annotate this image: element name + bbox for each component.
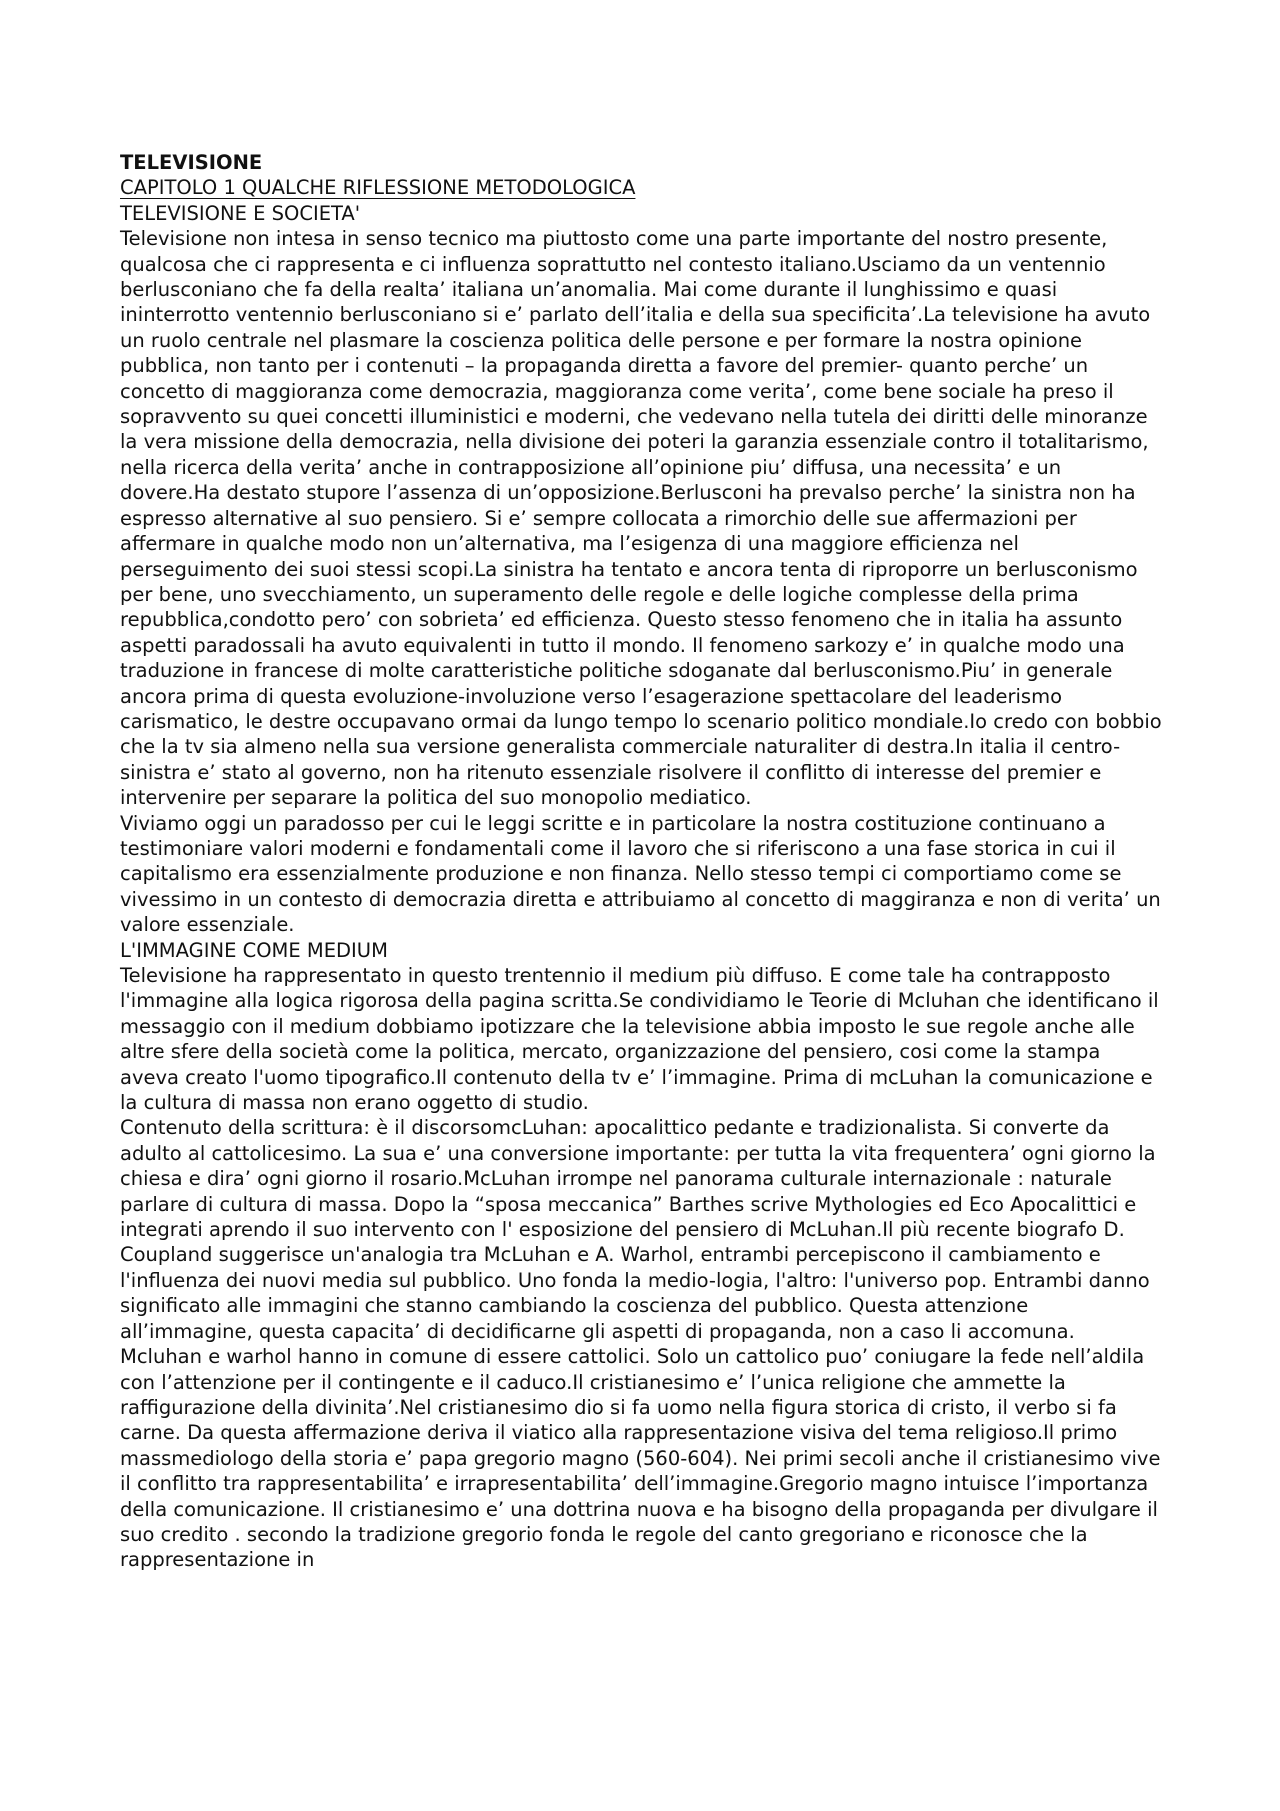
paragraph: Televisione ha rappresentato in questo trentennio il medium più diffuso. E come tale ha contrapposto l'immagine alla logica rigorosa della pagina scritta.Se condividiamo le Teorie di Mcluhan che identificano il messaggio con il medium dobbiamo ipotizzare che la televisione abbia imposto le sue regole anche alle altre sfere della società come la politica, mercato, organizzazione del pensiero, cosi come la stampa aveva creato l'uomo tipografico.Il contenuto della tv e’ l’immagine. Prima di mcLuhan la comunicazione e la cultura di massa non erano oggetto di studio.: [120, 964, 1159, 1115]
section-immagine-come-medium: [120, 938, 1164, 1573]
paragraph: Televisione non intesa in senso tecnico ma piuttosto come una parte importante del nostro presente, qualcosa che ci rappresenta e ci influenza soprattutto nel contesto italiano.Usciamo da un ventennio berlusconiano che fa della realta’ italiana un’anomalia. Mai come durante il lunghissimo e quasi ininterrotto ventennio berlusconiano si e’ parlato dell’italia e della sua specificita’.La televisione ha avuto un ruolo centrale nel plasmare la coscienza politica delle persone e per formare la nostra opinione pubblica, non tanto per i contenuti – la propaganda diretta a favore del premier- quanto perche’ un concetto di maggioranza come democrazia, maggioranza come verita’, come bene sociale ha preso il sopravvento su quei concetti illuministici e moderni, che vedevano nella tutela dei diritti delle minoranze la vera missione della democrazia, nella divisione dei poteri la garanzia essenziale contro il totalitarismo, nella ricerca della verita’ anche in contrapposizione all’opinione piu’ diffusa, una necessita’ e un dovere.Ha destato stupore l’assenza di un’opposizione.Berlusconi ha prevalso perche’ la sinistra non ha espresso alternative al suo pensiero. Si e’ sempre collocata a rimorchio delle sue affermazioni per affermare in qualche modo non un’alternativa, ma l’esigenza di una maggiore efficienza nel perseguimento dei suoi stessi scopi.La sinistra ha tentato e ancora tenta di riproporre un berlusconismo per bene, uno svecchiamento, un superamento delle regole e delle logiche complesse della prima repubblica,condotto pero’ con sobrieta’ ed efficienza. Questo stesso fenomeno che in italia ha assunto aspetti paradossali ha avuto equivalenti in tutto il mondo. Il fenomeno sarkozy e’ in qualche modo una traduzione in francese di molte caratteristiche politiche sdoganate dal berlusconismo.Piu’ in generale ancora prima di questa evoluzione-involuzione verso l’esagerazione spettacolare del leaderismo carismatico, le destre occupavano ormai da lungo tempo lo scenario politico mondiale.Io credo con bobbio che la tv sia almeno nella sua versione generalista commerciale naturaliter di destra.In italia il centro-sinistra e’ stato al governo, non ha ritenuto essenziale risolvere il conflitto di interesse del premier e intervenire per separare la politica del suo monopolio mediatico.: [120, 227, 1162, 810]
section-televisione-e-societa: [120, 201, 1164, 938]
paragraph: Viviamo oggi un paradosso per cui le leggi scritte e in particolare la nostra costituzione continuano a testimoniare valori moderni e fondamentali come il lavoro che si riferiscono a una fase storica in cui il capitalismo era essenzialmente produzione e non finanza. Nello stesso tempi ci comportiamo come se vivessimo in un contesto di democrazia diretta e attribuiamo al concetto di maggiranza e non di verita’ un valore essenziale.: [120, 811, 1161, 937]
document-title: TELEVISIONE: [120, 151, 263, 174]
document-page: [120, 150, 1164, 1573]
paragraph: Contenuto della scrittura: è il discorsomcLuhan: apocalittico pedante e tradizionalista. Si converte da adulto al cattolicesimo. La sua e’ una conversione importante: per tutta la vita frequentera’ ogni giorno la chiesa e dira’ ogni giorno il rosario.McLuhan irrompe nel panorama culturale internazionale : naturale parlare di cultura di massa. Dopo la “sposa meccanica” Barthes scrive Mythologies ed Eco Apocalittici e integrati aprendo il suo intervento con l' esposizione del pensiero di McLuhan.Il più recente biografo D. Coupland suggerisce un'analogia tra McLuhan e A. Warhol, entrambi percepiscono il cambiamento e l'influenza dei nuovi media sul pubblico. Uno fonda la medio-logia, l'altro: l'universo pop. Entrambi danno significato alle immagini che stanno cambiando la coscienza del pubblico. Questa attenzione all’immagine, questa capacita’ di decidificarne gli aspetti di propaganda, non a caso li accomuna.: [120, 1116, 1156, 1343]
paragraph: Mcluhan e warhol hanno in comune di essere cattolici. Solo un cattolico puo’ coniugare la fede nell’aldila con l’attenzione per il contingente e il caduco.Il cristianesimo e’ l’unica religione che ammette la raffigurazione della divinita’.Nel cristianesimo dio si fa uomo nella figura storica di cristo, il verbo si fa carne. Da questa affermazione deriva il viatico alla rappresentazione visiva del tema religioso.Il primo massmediologo della storia e’ papa gregorio magno (560-604). Nei primi secoli anche il cristianesimo vive il conflitto tra rappresentabilita’ e irrapresentabilita’ dell’immagine.Gregorio magno intuisce l’importanza della comunicazione. Il cristianesimo e’ una dottrina nuova e ha bisogno della propaganda per divulgare il suo credito . secondo la tradizione gregorio fonda le regole del canto gregoriano e riconosce che la rappresentazione in: [120, 1345, 1161, 1572]
chapter-heading: CAPITOLO 1 QUALCHE RIFLESSIONE METODOLOGICA: [120, 176, 636, 200]
section-heading: L'IMMAGINE COME MEDIUM: [120, 938, 388, 962]
section-heading: TELEVISIONE E SOCIETA': [120, 201, 361, 225]
